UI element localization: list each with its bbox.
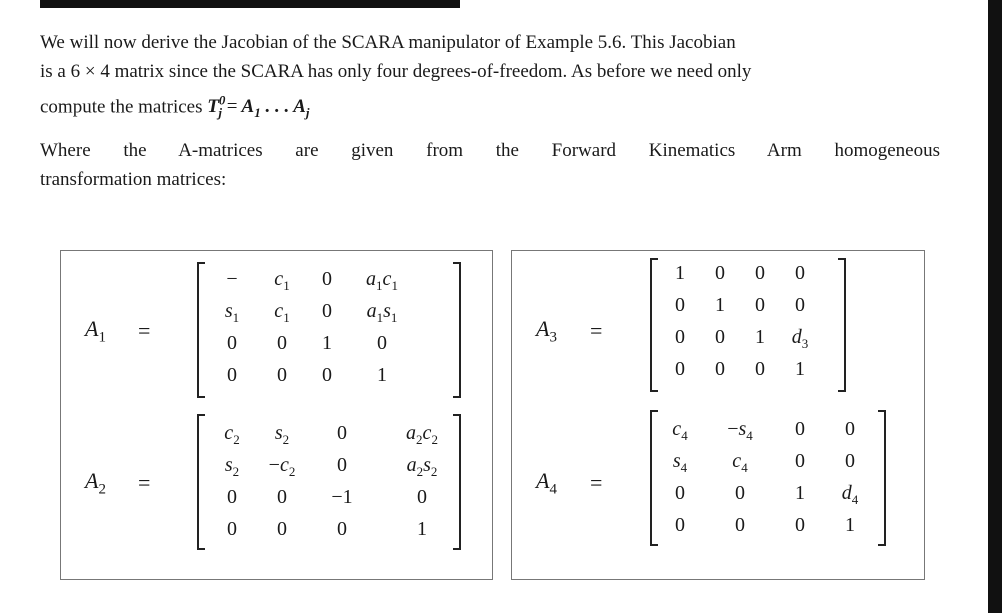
matrix-body	[197, 414, 461, 550]
matrices-paragraph	[40, 136, 940, 194]
matrix-cell: $d_3$	[791, 326, 809, 351]
matrix-cell: 1	[845, 514, 855, 536]
bracket-left	[197, 262, 205, 398]
bracket-right	[838, 258, 846, 392]
cropped-heading	[40, 0, 460, 8]
matrix-cell: $a_1s_1$	[366, 300, 398, 325]
bracket-right	[878, 410, 886, 546]
matrix-cell: 0	[795, 514, 805, 536]
matrix-cell: $s_2$	[224, 454, 240, 479]
matrix-cell: 0	[337, 454, 347, 476]
equals-sign: =	[590, 470, 603, 495]
matrix-cell: 0	[277, 364, 287, 386]
matrix-cell: 0	[675, 482, 685, 504]
para2-line-2: transformation matrices:	[40, 169, 227, 190]
matrix-cell: 1	[795, 358, 805, 380]
matrix-cell: 0	[675, 514, 685, 536]
matrix-cell: 0	[417, 486, 427, 508]
formula: $T^0_j = A_1$ . . . $A_j$	[207, 93, 310, 121]
matrix-cell: 0	[277, 486, 287, 508]
matrix-cell: 0	[715, 326, 725, 348]
matrix-cell: 0	[322, 300, 332, 322]
matrix-cell: $a_2c_2$	[406, 422, 438, 447]
matrix-cell: 0	[277, 518, 287, 540]
matrix-cell: 1	[755, 326, 765, 348]
matrix-cell: 0	[675, 358, 685, 380]
page-edge	[988, 0, 1002, 613]
matrix-cell: $a_2s_2$	[406, 454, 438, 479]
matrix-cell: 0	[845, 418, 855, 440]
matrix-cell: $c_2$	[224, 422, 240, 447]
matrix-cell: 0	[795, 294, 805, 316]
matrix-cell: 0	[795, 262, 805, 284]
intro-line-2: is a 6 × 4 matrix since the SCARA has only four degrees-of-freedom. As before we need only	[40, 61, 752, 82]
matrix-cell: 0	[227, 364, 237, 386]
matrix-cell: 1	[795, 482, 805, 504]
bracket-right	[453, 262, 461, 398]
bracket-left	[197, 414, 205, 550]
matrix-cell: 0	[322, 268, 332, 290]
matrix-cell: −1	[331, 486, 353, 508]
matrix-cell: 0	[377, 332, 387, 354]
matrix-cell: $-c_2$	[268, 454, 296, 479]
matrix-cell: 0	[322, 364, 332, 386]
matrix-cell: 0	[755, 358, 765, 380]
bracket-right	[453, 414, 461, 550]
matrix-cell: 0	[227, 518, 237, 540]
matrix-cell: $-s_4$	[727, 418, 753, 443]
intro-line-3	[40, 86, 940, 127]
matrix-cell: 0	[845, 450, 855, 472]
matrix-cell: 0	[715, 262, 725, 284]
matrix-cell: 0	[337, 518, 347, 540]
matrix-cell: 0	[675, 326, 685, 348]
matrix-cell: 0	[755, 294, 765, 316]
matrix-cell: $c_1$	[274, 268, 290, 293]
matrix-cell: $c_4$	[732, 450, 748, 475]
matrix-label: $A_2$	[85, 468, 106, 498]
matrix-cell: $s_1$	[224, 300, 240, 325]
matrix-label: $A_1$	[85, 316, 106, 346]
matrix-body	[650, 258, 846, 392]
matrix-cell: 0	[735, 482, 745, 504]
matrix-body	[650, 410, 886, 546]
matrix-cell: 0	[675, 294, 685, 316]
matrix-cell: $s_4$	[672, 450, 688, 475]
intro-line-1: We will now derive the Jacobian of the SCARA manipulator of Example 5.6. This Jacobian	[40, 32, 736, 53]
matrix-cell: $d_4$	[841, 482, 859, 507]
matrix-cell: 0	[735, 514, 745, 536]
matrix-cell: 0	[277, 332, 287, 354]
matrix-cell: $s_2$	[274, 422, 290, 447]
matrix-body	[197, 262, 461, 398]
matrix-cell: 0	[795, 450, 805, 472]
equals-sign: =	[138, 318, 151, 343]
matrix-label: $A_3$	[536, 316, 557, 346]
equals-sign: =	[138, 470, 151, 495]
matrix-label: $A_4$	[536, 468, 557, 498]
matrix-cell: −	[226, 268, 238, 290]
matrix-cell: $c_1$	[274, 300, 290, 325]
equals-sign: =	[590, 318, 603, 343]
intro-line-3-text: compute the matrices	[40, 96, 203, 118]
para2-line-1: Where the A-matrices are given from the Forward Kinematics Arm homogeneous	[40, 140, 940, 161]
matrix-cell: 1	[322, 332, 332, 354]
matrix-cell: $a_1c_1$	[366, 268, 398, 293]
matrix-cell: 0	[715, 358, 725, 380]
matrix-cell: 1	[715, 294, 725, 316]
matrix-cell: 0	[227, 486, 237, 508]
matrix-cell: 0	[337, 422, 347, 444]
matrix-cell: 1	[675, 262, 685, 284]
matrix-cell: 1	[377, 364, 387, 386]
matrix-cell: 0	[227, 332, 237, 354]
intro-paragraph	[40, 28, 940, 127]
matrix-cell: 0	[795, 418, 805, 440]
matrix-cell: 0	[755, 262, 765, 284]
matrix-cell: $c_4$	[672, 418, 688, 443]
matrix-cell: 1	[417, 518, 427, 540]
